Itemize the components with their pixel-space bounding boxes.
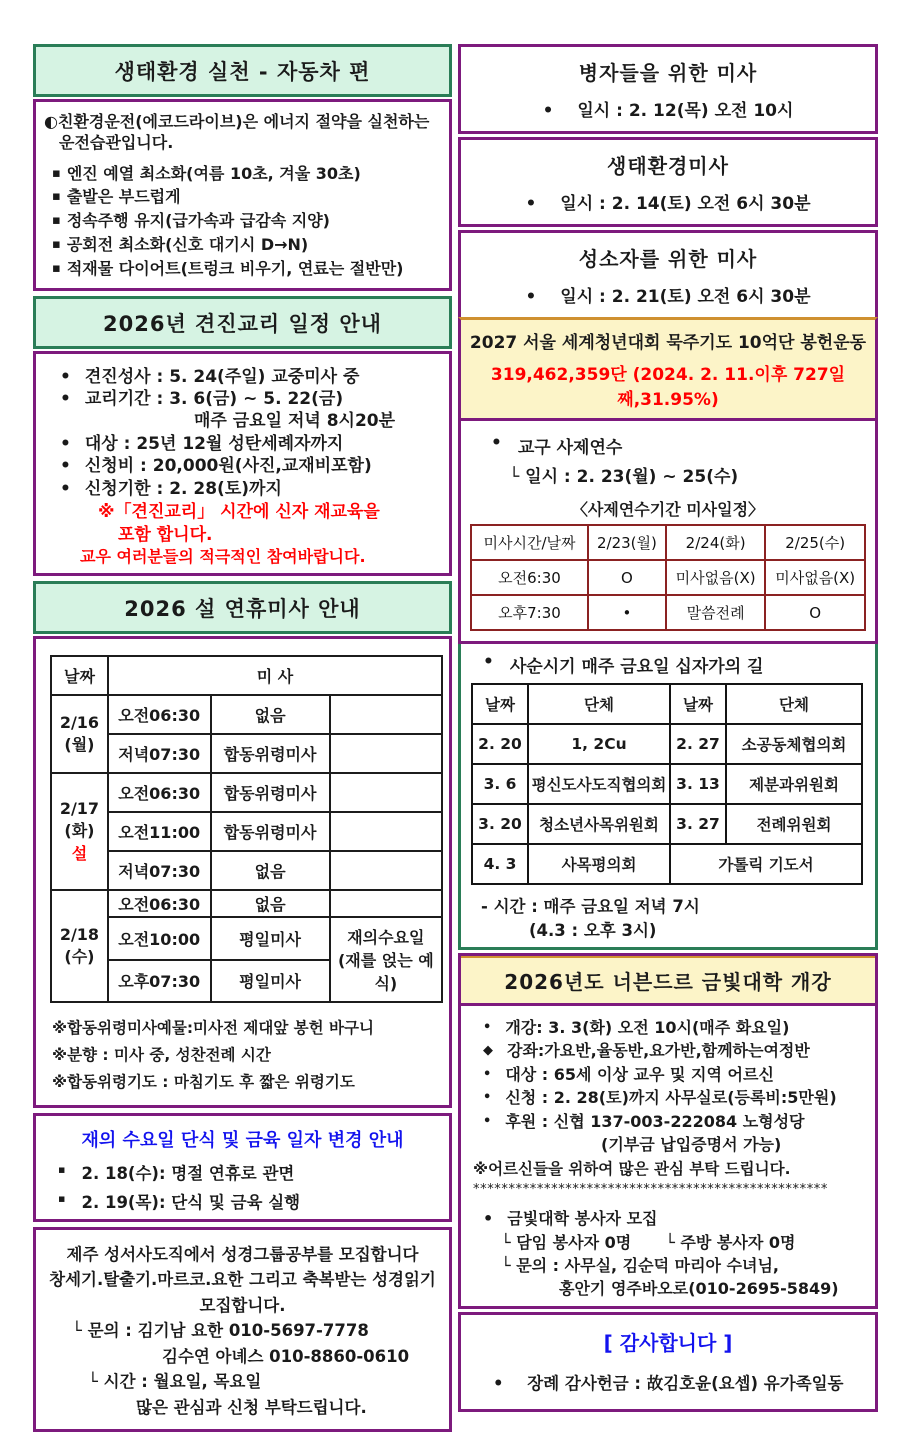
way-time-note2: (4.3 : 오후 3시) — [529, 921, 657, 940]
cell: 오후7:30 — [471, 595, 588, 630]
dot-bullet-icon: • — [542, 101, 554, 121]
cell: 3. 13 — [670, 764, 726, 804]
bible-time: └ 시간 : 월요일, 목요일 — [88, 1372, 262, 1392]
note-line: ※합동위령기도 : 마침기도 후 짧은 위령기도 — [52, 1073, 355, 1092]
dot-bullet-icon: • — [60, 433, 71, 454]
sick-mass-title: 병자들을 위한 미사 — [578, 61, 758, 85]
way-head — [471, 652, 867, 677]
list-item — [46, 433, 443, 455]
dot-bullet-icon: • — [483, 1113, 492, 1129]
sick-mass-detail — [467, 96, 869, 121]
note-line2: (재를 얹는 예식) — [337, 951, 434, 994]
note-line: ※합동위령미사예물:미사전 제대앞 봉헌 바구니 — [52, 1019, 374, 1038]
table-row — [471, 595, 865, 630]
list-item — [46, 388, 443, 410]
list-item — [44, 1189, 441, 1213]
detail-label: 일시 : 2. 12(목) 오전 10시 — [577, 101, 794, 121]
day-value: (화) — [64, 821, 95, 841]
volunteer-homeroom: └ 담임 봉사자 0명 — [501, 1232, 632, 1252]
table-row — [51, 656, 442, 695]
seollal-tag: 설 — [71, 844, 88, 864]
ecology-mass-detail — [467, 189, 869, 214]
list-item-label: 대상 : 25년 12월 성탄세례자까지 — [84, 433, 344, 454]
gold-donation-note: (기부금 납입증명서 가능) — [601, 1134, 782, 1154]
training-head — [469, 433, 867, 458]
header-cell: 미사시간/날짜 — [471, 525, 588, 560]
table-row — [51, 851, 442, 890]
list-item-label: 개강: 3. 3(화) 오전 10시(매주 화요일) — [505, 1018, 790, 1037]
date-cell — [51, 773, 108, 890]
cell: 평신도사도직협의회 — [528, 764, 670, 804]
way-time-note1: - 시간 : 매주 금요일 저녁 7시 — [481, 897, 700, 916]
note-cell — [330, 890, 442, 917]
volunteer-contact2: 홍안기 영주바오로(010-2695-5849) — [559, 1279, 839, 1299]
wyd-line1: 2027 서울 세계청년대회 묵주기도 10억단 봉헌운동 — [469, 333, 867, 353]
table-row — [472, 804, 862, 844]
list-item-label: 엔진 예열 최소화(여름 10초, 겨울 30초) — [66, 163, 361, 183]
way-head-label: 사순시기 매주 금요일 십자가의 길 — [509, 657, 764, 677]
dot-bullet-icon: • — [60, 389, 71, 410]
note-line: ※분향 : 미사 중, 성찬전례 시간 — [52, 1046, 271, 1065]
bible-line3: 모집합니다. — [199, 1295, 286, 1315]
dot-bullet-icon: • — [60, 366, 71, 387]
list-item — [44, 1160, 441, 1184]
eco-intro-line2: 운전습관입니다. — [59, 132, 174, 152]
volunteer-head — [473, 1207, 865, 1230]
sick-mass-box — [458, 44, 878, 134]
volunteer-head-label: 금빛대학 봉사자 모집 — [507, 1209, 658, 1229]
square-bullet-icon: ▪ — [52, 165, 61, 181]
list-item-label: 신청 : 2. 28(토)까지 사무실로(등록비:5만원) — [505, 1088, 837, 1108]
list-item — [473, 1039, 865, 1062]
date-value: 2/18 — [59, 925, 100, 945]
cell: 전례위원회 — [726, 804, 862, 844]
diamond-bullet-icon: ◆ — [483, 1043, 493, 1059]
bible-study-box — [33, 1227, 452, 1432]
list-item-label: 신청기한 : 2. 28(토)까지 — [84, 478, 282, 499]
square-bullet-icon: ▪ — [58, 1191, 66, 1205]
mass-cell: 평일미사 — [211, 960, 330, 1003]
cell: O — [588, 560, 666, 595]
confirmation-title: 2026년 견진교리 일정 안내 — [33, 296, 452, 349]
col-header-mass: 미 사 — [108, 656, 442, 695]
bible-contact1: └ 문의 : 김기남 요한 010-5697-7778 — [72, 1321, 369, 1341]
header-cell: 2/25(수) — [765, 525, 865, 560]
training-table-title: 〈사제연수기간 미사일정〉 — [571, 500, 765, 519]
holiday-mass-title: 2026 설 연휴미사 안내 — [33, 581, 452, 634]
square-bullet-icon: ▪ — [52, 189, 61, 205]
right-column — [458, 44, 878, 1432]
ecology-mass-title: 생태환경미사 — [607, 154, 729, 178]
list-item — [44, 164, 441, 185]
priest-training-box — [458, 418, 878, 644]
square-bullet-icon: ▪ — [58, 1162, 66, 1176]
time-cell: 오전10:00 — [108, 917, 211, 960]
col-header-date: 날짜 — [51, 656, 108, 695]
holiday-mass-table — [50, 655, 443, 1003]
date-cell — [51, 890, 108, 1002]
cell: O — [765, 595, 865, 630]
table-row — [51, 695, 442, 734]
header-cell: 2/24(화) — [666, 525, 766, 560]
cell: 오전6:30 — [471, 560, 588, 595]
list-item-label: 후원 : 신협 137-003-222084 노형성당 — [505, 1111, 805, 1131]
list-item-label: 정속주행 유지(급가속과 급감속 지양) — [66, 211, 330, 231]
cell: 3. 6 — [472, 764, 528, 804]
cell: 미사없음(X) — [765, 560, 865, 595]
detail-label: 일시 : 2. 21(토) 오전 6시 30분 — [560, 287, 811, 307]
mass-cell: 없음 — [211, 851, 330, 890]
dot-bullet-icon: • — [525, 194, 537, 214]
ecology-mass-box — [458, 137, 878, 227]
confirmation-red-note-1: ※「견진교리」 시간에 신자 재교육을 — [98, 502, 380, 523]
table-row — [51, 773, 442, 812]
header-cell: 2/23(월) — [588, 525, 666, 560]
vocation-mass-box — [458, 230, 878, 320]
cell: 1, 2Cu — [528, 724, 670, 764]
square-bullet-icon: ▪ — [52, 260, 61, 276]
list-item-label: 신청비 : 20,000원(사진,교재비포함) — [84, 456, 372, 477]
time-cell: 오전06:30 — [108, 773, 211, 812]
bible-line2: 창세기.탈출기.마르코.요한 그리고 축복받는 성경읽기 — [49, 1270, 436, 1290]
cell: 4. 3 — [472, 844, 528, 884]
confirmation-red-note-2: 포함 합니다. — [118, 524, 213, 545]
way-of-cross-table — [471, 683, 863, 885]
way-of-cross-section — [461, 644, 875, 947]
detail-label: 일시 : 2. 14(토) 오전 6시 30분 — [560, 194, 811, 214]
bible-contact2: 김수연 아녜스 010-8860-0610 — [162, 1346, 410, 1366]
header-cell: 날짜 — [670, 684, 726, 724]
dot-bullet-icon: • — [483, 1066, 492, 1082]
bible-line1: 제주 성서사도직에서 성경그룹공부를 모집합니다 — [66, 1244, 419, 1264]
header-cell: 단체 — [726, 684, 862, 724]
training-head-label: 교구 사제연수 — [517, 438, 623, 458]
table-row — [472, 724, 862, 764]
dot-bullet-icon: • — [483, 1209, 494, 1229]
holiday-mass-notes — [50, 1015, 439, 1096]
gold-college-body — [461, 1006, 875, 1306]
time-cell: 오전11:00 — [108, 812, 211, 851]
green-section-frame — [458, 230, 878, 950]
confirmation-body — [33, 351, 452, 577]
cell: 청소년사목위원회 — [528, 804, 670, 844]
training-mass-table — [470, 524, 866, 631]
cell: 2. 27 — [670, 724, 726, 764]
list-item — [44, 259, 441, 280]
list-item — [473, 1110, 865, 1133]
date-value: 2/17 — [59, 799, 100, 819]
list-item-label: 출발은 부드럽게 — [66, 187, 181, 207]
list-item-label: 적재물 다이어트(트렁크 비우기, 연료는 절반만) — [66, 258, 404, 278]
cell: 사목평의회 — [528, 844, 670, 884]
cell: 제분과위원회 — [726, 764, 862, 804]
cell: 미사없음(X) — [666, 560, 766, 595]
list-item — [473, 1086, 865, 1109]
mass-cell: 평일미사 — [211, 917, 330, 960]
list-item — [46, 455, 443, 477]
cell: 3. 27 — [670, 804, 726, 844]
training-when: └ 일시 : 2. 23(월) ~ 25(수) — [509, 467, 739, 487]
ash-wednesday-note-cell — [330, 917, 442, 1002]
list-item — [46, 366, 443, 388]
vocation-mass-detail — [467, 282, 869, 307]
list-item — [46, 478, 443, 500]
header-cell: 단체 — [528, 684, 670, 724]
eco-practice-title: 생태환경 실천 - 자동차 편 — [33, 44, 452, 97]
table-row — [472, 684, 862, 724]
thanks-title: [ 감사합니다 ] — [603, 1331, 733, 1356]
list-item-label: 교리기간 : 3. 6(금) ~ 5. 22(금) — [84, 389, 344, 410]
holiday-mass-body — [33, 636, 452, 1107]
square-bullet-icon: ▪ — [52, 236, 61, 252]
dot-bullet-icon: • — [60, 456, 71, 477]
volunteer-kitchen: └ 주방 봉사자 0명 — [665, 1232, 796, 1252]
confirmation-red-note-3: 교우 여러분들의 적극적인 참여바랍니다. — [80, 547, 366, 567]
date-value: 2/16 — [59, 713, 100, 733]
list-item — [473, 1016, 865, 1039]
mass-cell: 없음 — [211, 890, 330, 917]
time-cell: 오전06:30 — [108, 695, 211, 734]
gold-elder-note: ※어르신들을 위하여 많은 관심 부탁 드립니다. — [473, 1160, 791, 1179]
cell: 소공동체협의회 — [726, 724, 862, 764]
stars-divider: ************************************************** — [473, 1181, 828, 1197]
list-item-label: 대상 : 65세 이상 교우 및 지역 어르신 — [505, 1064, 774, 1084]
dot-bullet-icon: • — [60, 478, 71, 499]
dot-bullet-icon: • — [491, 433, 502, 453]
table-row — [472, 844, 862, 884]
day-value: (수) — [64, 947, 95, 967]
time-cell: 저녁07:30 — [108, 734, 211, 773]
ash-wednesday-title: 재의 수요일 단식 및 금육 일자 변경 안내 — [81, 1129, 404, 1151]
time-cell: 저녁07:30 — [108, 851, 211, 890]
mass-cell: 없음 — [211, 695, 330, 734]
bible-closing: 많은 관심과 신청 부탁드립니다. — [136, 1397, 367, 1417]
cell: 말씀전례 — [666, 595, 766, 630]
gold-college-title: 2026년도 너븐드르 금빛대학 개강 — [461, 956, 875, 1006]
list-item-label: 2. 19(목): 단식 및 금육 실행 — [81, 1192, 301, 1212]
table-row — [471, 525, 865, 560]
mass-cell: 합동위령미사 — [211, 812, 330, 851]
wyd-line2: 319,462,359단 (2024. 2. 11.이후 727일째,31.95%) — [490, 365, 846, 410]
table-row — [51, 734, 442, 773]
note-cell — [330, 734, 442, 773]
confirmation-schedule-box — [33, 296, 452, 577]
table-row — [472, 764, 862, 804]
cell: 가톨릭 기도서 — [670, 844, 862, 884]
vocation-mass-title: 성소자를 위한 미사 — [578, 247, 758, 271]
list-item — [44, 211, 441, 232]
ash-wednesday-box — [33, 1113, 452, 1222]
table-row — [51, 917, 442, 960]
eco-practice-body — [33, 99, 452, 291]
list-item-label: 견진성사 : 5. 24(주일) 교중미사 중 — [84, 366, 360, 387]
header-cell: 날짜 — [472, 684, 528, 724]
dot-bullet-icon: • — [525, 287, 537, 307]
note-cell — [330, 851, 442, 890]
thanks-item — [467, 1370, 869, 1394]
list-item — [473, 1063, 865, 1086]
cell: 2. 20 — [472, 724, 528, 764]
cell: • — [588, 595, 666, 630]
list-item-label: 2. 18(수): 명절 연휴로 관면 — [81, 1163, 295, 1183]
note-cell — [330, 773, 442, 812]
thanks-item-label: 장례 감사헌금 : 故김호윤(요셉) 유가족일동 — [527, 1374, 844, 1394]
wyd-rosary-banner — [458, 317, 878, 421]
note-cell — [330, 812, 442, 851]
left-column — [33, 44, 452, 1432]
square-bullet-icon: ▪ — [52, 213, 61, 229]
note-cell — [330, 695, 442, 734]
list-item-label: 강좌:가요반,율동반,요가반,함께하는여정반 — [507, 1041, 810, 1061]
mass-cell: 합동위령미사 — [211, 773, 330, 812]
table-row — [51, 812, 442, 851]
list-item-label: 공회전 최소화(신호 대기시 D→N) — [66, 234, 309, 254]
list-item — [44, 187, 441, 208]
holiday-mass-box — [33, 581, 452, 1107]
list-item — [44, 235, 441, 256]
gold-college-box — [458, 953, 878, 1309]
table-row — [471, 560, 865, 595]
thanks-box — [458, 1312, 878, 1412]
day-value: (월) — [64, 735, 95, 755]
date-cell — [51, 695, 108, 773]
cell: 3. 20 — [472, 804, 528, 844]
table-row — [51, 890, 442, 917]
eco-practice-box — [33, 44, 452, 291]
mass-cell: 합동위령미사 — [211, 734, 330, 773]
dot-bullet-icon: • — [483, 652, 494, 672]
time-cell: 오전06:30 — [108, 890, 211, 917]
confirmation-sub-item: 매주 금요일 저녁 8시20분 — [194, 411, 396, 432]
dot-bullet-icon: • — [483, 1090, 492, 1106]
note-line1: 재의수요일 — [347, 928, 425, 948]
volunteer-counts — [473, 1231, 865, 1254]
eco-intro-line1: ◐친환경운전(에코드라이브)은 에너지 절약을 실천하는 — [44, 112, 430, 131]
time-cell: 오후07:30 — [108, 960, 211, 1003]
dot-bullet-icon: • — [493, 1374, 504, 1394]
dot-bullet-icon: • — [483, 1020, 492, 1035]
volunteer-contact1: └ 문의 : 사무실, 김순덕 마리아 수녀님, — [501, 1255, 779, 1275]
